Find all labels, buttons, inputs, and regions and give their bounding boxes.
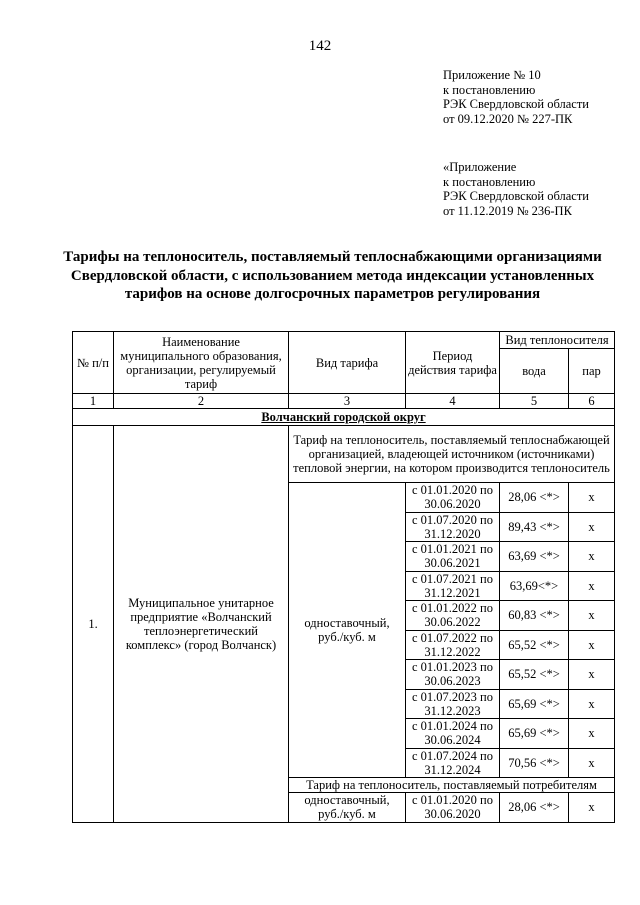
period-cell: с 01.07.2021 по 31.12.2021 xyxy=(406,571,500,601)
column-number: 2 xyxy=(114,394,289,409)
annex-new-line: от 09.12.2020 № 227-ПК xyxy=(443,111,573,126)
period-cell: с 01.01.2022 по 30.06.2022 xyxy=(406,601,500,631)
column-number: 5 xyxy=(500,394,569,409)
steam-value: х xyxy=(569,483,615,513)
water-value: 28,06 <*> xyxy=(500,483,569,513)
steam-value: х xyxy=(569,630,615,660)
steam-value: х xyxy=(569,512,615,542)
water-value: 70,56 <*> xyxy=(500,748,569,778)
steam-value: х xyxy=(569,793,615,823)
section1-title: Тариф на теплоноситель, поставляемый теплоснабжающей организацией, владеющей источником (источниками) тепловой энергии, на котором производится теплоноситель xyxy=(289,426,615,483)
period-cell: с 01.01.2021 по 30.06.2021 xyxy=(406,542,500,572)
water-value: 63,69 <*> xyxy=(500,542,569,572)
header-carrier: Вид теплоносителя xyxy=(500,332,615,349)
header-steam: пар xyxy=(569,349,615,394)
period-cell: с 01.01.2024 по 30.06.2024 xyxy=(406,719,500,749)
header-npp: № п/п xyxy=(73,332,114,394)
header-tariff-type: Вид тарифа xyxy=(289,332,406,394)
annex-old-line: от 11.12.2019 № 236-ПК xyxy=(443,203,572,218)
tariff-table xyxy=(72,331,615,823)
water-value: 65,69 <*> xyxy=(500,689,569,719)
column-number: 6 xyxy=(569,394,615,409)
header-name: Наименование муниципального образования, организации, регулируемый тариф xyxy=(114,332,289,394)
period-cell: с 01.01.2020 по 30.06.2020 xyxy=(406,483,500,513)
annex-old-line: РЭК Свердловской области xyxy=(443,189,589,203)
section2-title: Тариф на теплоноситель, поставляемый потребителям xyxy=(289,778,615,793)
section2-tariff-type: одноставочный, руб./куб. м xyxy=(289,793,406,823)
document-title: Тарифы на теплоноситель, поставляемый теплоснабжающими организациями Свердловской области, с использованием метода индексации установленных тарифов на основе долгосрочных параметров регулирования xyxy=(63,249,602,302)
period-cell: с 01.01.2020 по 30.06.2020 xyxy=(406,793,500,823)
steam-value: х xyxy=(569,719,615,749)
period-cell: с 01.07.2023 по 31.12.2023 xyxy=(406,689,500,719)
period-cell: с 01.07.2022 по 31.12.2022 xyxy=(406,630,500,660)
water-value: 89,43 <*> xyxy=(500,512,569,542)
column-number: 4 xyxy=(406,394,500,409)
period-cell: с 01.07.2020 по 31.12.2020 xyxy=(406,512,500,542)
steam-value: х xyxy=(569,748,615,778)
annex-new-line: Приложение № 10 xyxy=(443,68,541,82)
water-value: 65,52 <*> xyxy=(500,660,569,690)
annex-new-line: РЭК Свердловской области xyxy=(443,97,589,111)
annex-new-block xyxy=(443,68,589,126)
column-number: 3 xyxy=(289,394,406,409)
page-number: 142 xyxy=(308,38,332,54)
steam-value: х xyxy=(569,689,615,719)
period-cell: с 01.07.2024 по 31.12.2024 xyxy=(406,748,500,778)
org-name: Муниципальное унитарное предприятие «Волчанский теплоэнергетический комплекс» (город Волчанск) xyxy=(114,426,289,823)
water-value: 28,06 <*> xyxy=(500,793,569,823)
steam-value: х xyxy=(569,601,615,631)
steam-value: х xyxy=(569,660,615,690)
header-period: Период действия тарифа xyxy=(406,332,500,394)
district-name: Волчанский городской округ xyxy=(73,409,615,426)
water-value: 63,69<*> xyxy=(500,571,569,601)
annex-old-block xyxy=(443,160,589,218)
water-value: 65,69 <*> xyxy=(500,719,569,749)
water-value: 60,83 <*> xyxy=(500,601,569,631)
period-cell: с 01.01.2023 по 30.06.2023 xyxy=(406,660,500,690)
annex-old-line: к постановлению xyxy=(443,174,536,189)
annex-new-line: к постановлению xyxy=(443,82,536,97)
annex-old-line: «Приложение xyxy=(443,160,517,174)
column-number: 1 xyxy=(73,394,114,409)
steam-value: х xyxy=(569,571,615,601)
section1-tariff-type: одноставочный, руб./куб. м xyxy=(289,483,406,778)
steam-value: х xyxy=(569,542,615,572)
org-number: 1. xyxy=(73,426,114,823)
header-water: вода xyxy=(500,349,569,394)
water-value: 65,52 <*> xyxy=(500,630,569,660)
